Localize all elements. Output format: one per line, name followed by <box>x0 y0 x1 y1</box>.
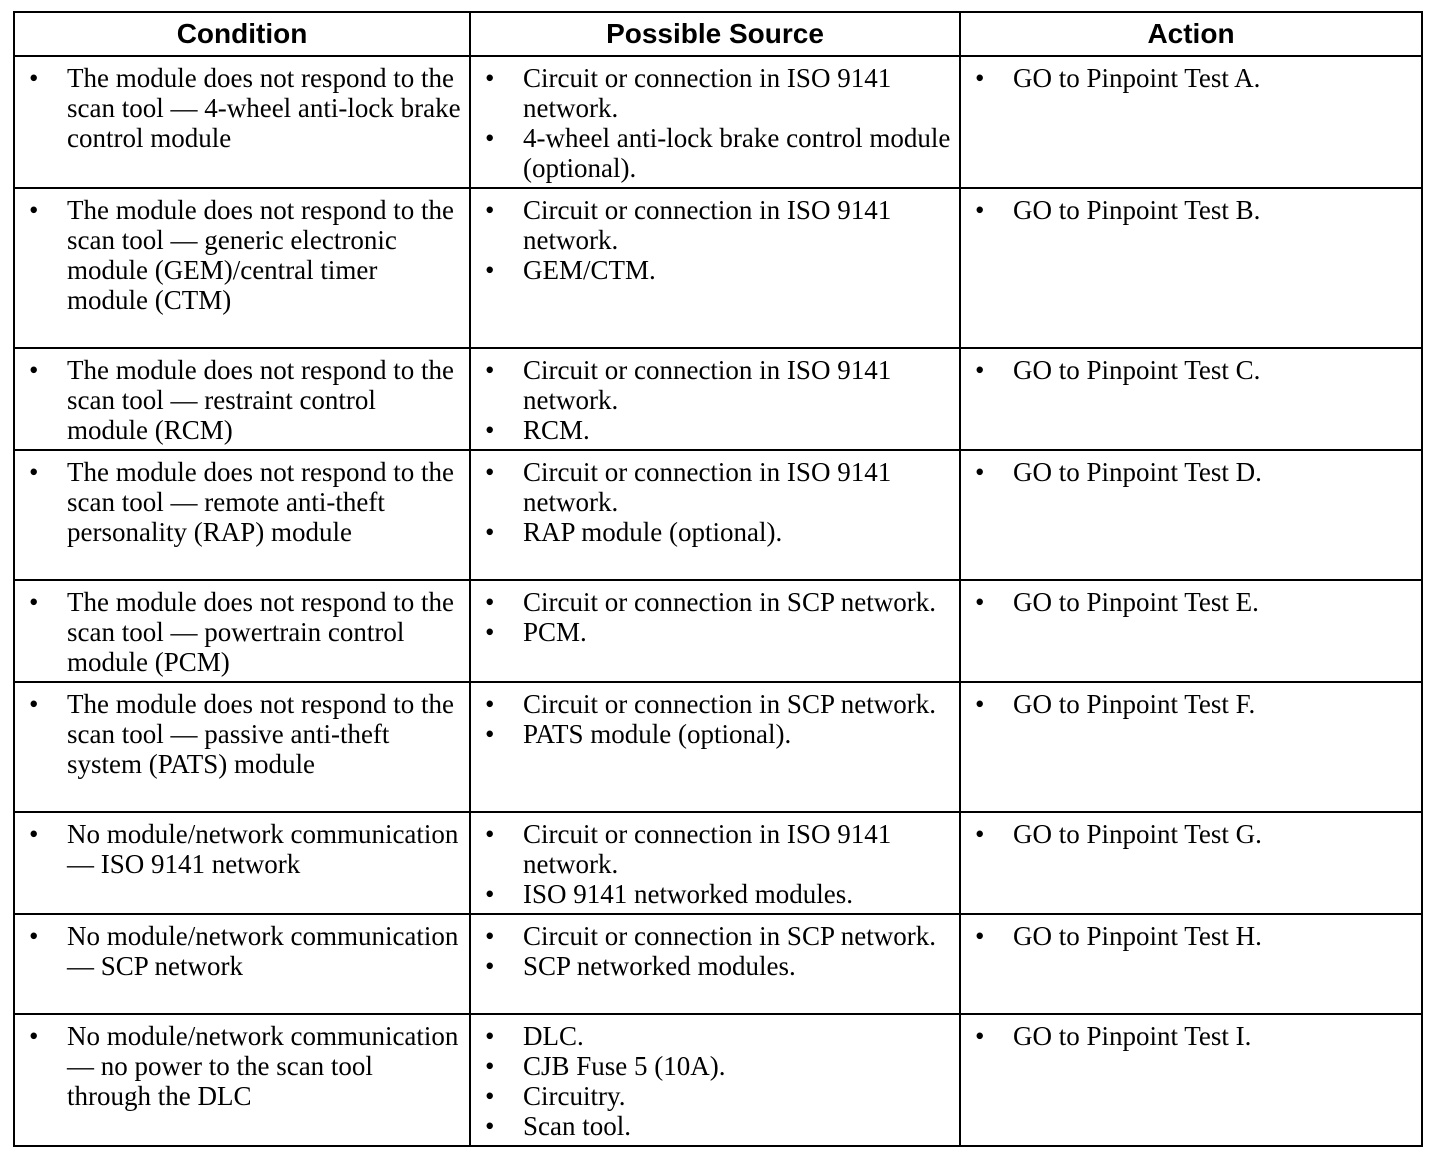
table-row <box>14 1014 1422 1146</box>
action-text: • GO to Pinpoint Test A. <box>969 63 1413 93</box>
source-item: • Circuit or connection in SCP network. <box>479 921 951 951</box>
source-list <box>479 689 951 749</box>
condition-text: • No module/network communication — no power to the scan tool through the DLC <box>23 1021 461 1111</box>
condition-list <box>23 587 461 677</box>
source-item: • GEM/CTM. <box>479 255 951 285</box>
source-item: • Circuit or connection in ISO 9141 network. <box>479 195 951 255</box>
source-list <box>479 1021 951 1141</box>
condition-text: • The module does not respond to the scan tool — restraint control module (RCM) <box>23 355 461 445</box>
source-list <box>479 921 951 981</box>
source-list <box>479 195 951 285</box>
condition-cell <box>14 56 470 188</box>
source-item: • Scan tool. <box>479 1111 951 1141</box>
condition-cell <box>14 580 470 682</box>
source-item: • PCM. <box>479 617 951 647</box>
diagnostic-table <box>13 11 1423 1147</box>
condition-text: • The module does not respond to the scan tool — powertrain control module (PCM) <box>23 587 461 677</box>
source-list <box>479 819 951 909</box>
action-header: Action <box>960 12 1422 56</box>
condition-list <box>23 355 461 445</box>
condition-header: Condition <box>14 12 470 56</box>
condition-list <box>23 819 461 879</box>
source-item: • Circuitry. <box>479 1081 951 1111</box>
source-item: • Circuit or connection in ISO 9141 network. <box>479 63 951 123</box>
possible-source-cell <box>470 682 960 812</box>
action-text: • GO to Pinpoint Test D. <box>969 457 1413 487</box>
source-item: • PATS module (optional). <box>479 719 951 749</box>
action-list <box>969 1021 1413 1051</box>
source-list <box>479 63 951 183</box>
possible-source-header: Possible Source <box>470 12 960 56</box>
table-row <box>14 812 1422 914</box>
source-item: • 4-wheel anti-lock brake control module (optional). <box>479 123 951 183</box>
action-cell <box>960 56 1422 188</box>
source-item: • SCP networked modules. <box>479 951 951 981</box>
action-list <box>969 355 1413 385</box>
condition-list <box>23 1021 461 1111</box>
action-cell <box>960 914 1422 1014</box>
action-cell <box>960 1014 1422 1146</box>
possible-source-cell <box>470 1014 960 1146</box>
source-item: • ISO 9141 networked modules. <box>479 879 951 909</box>
action-text: • GO to Pinpoint Test F. <box>969 689 1413 719</box>
table-row <box>14 348 1422 450</box>
header-row <box>14 12 1422 56</box>
condition-cell <box>14 914 470 1014</box>
condition-cell <box>14 682 470 812</box>
action-text: • GO to Pinpoint Test G. <box>969 819 1413 849</box>
table-row <box>14 450 1422 580</box>
source-list <box>479 457 951 547</box>
source-list <box>479 587 951 647</box>
action-list <box>969 457 1413 487</box>
action-text: • GO to Pinpoint Test B. <box>969 195 1413 225</box>
condition-list <box>23 921 461 981</box>
table-row <box>14 682 1422 812</box>
source-item: • Circuit or connection in SCP network. <box>479 689 951 719</box>
condition-cell <box>14 450 470 580</box>
possible-source-cell <box>470 812 960 914</box>
action-cell <box>960 682 1422 812</box>
action-cell <box>960 812 1422 914</box>
action-text: • GO to Pinpoint Test I. <box>969 1021 1413 1051</box>
source-list <box>479 355 951 445</box>
action-list <box>969 587 1413 617</box>
condition-list <box>23 63 461 153</box>
action-cell <box>960 580 1422 682</box>
condition-text: • No module/network communication — SCP network <box>23 921 461 981</box>
condition-text: • The module does not respond to the scan tool — 4-wheel anti-lock brake control module <box>23 63 461 153</box>
action-cell <box>960 450 1422 580</box>
condition-list <box>23 195 461 315</box>
condition-cell <box>14 1014 470 1146</box>
action-cell <box>960 188 1422 348</box>
condition-cell <box>14 812 470 914</box>
condition-cell <box>14 188 470 348</box>
table-body <box>14 56 1422 1146</box>
possible-source-cell <box>470 56 960 188</box>
condition-text: • The module does not respond to the scan tool — generic electronic module (GEM)/central timer module (CTM) <box>23 195 461 315</box>
table-row <box>14 580 1422 682</box>
source-item: • Circuit or connection in ISO 9141 network. <box>479 819 951 879</box>
possible-source-cell <box>470 450 960 580</box>
action-text: • GO to Pinpoint Test E. <box>969 587 1413 617</box>
possible-source-cell <box>470 188 960 348</box>
condition-text: • The module does not respond to the scan tool — remote anti-theft personality (RAP) module <box>23 457 461 547</box>
action-list <box>969 195 1413 225</box>
source-item: • RCM. <box>479 415 951 445</box>
table-row <box>14 914 1422 1014</box>
action-list <box>969 689 1413 719</box>
condition-text: • The module does not respond to the scan tool — passive anti-theft system (PATS) module <box>23 689 461 779</box>
source-item: • Circuit or connection in ISO 9141 network. <box>479 457 951 517</box>
table-row <box>14 188 1422 348</box>
source-item: • DLC. <box>479 1021 951 1051</box>
condition-list <box>23 689 461 779</box>
possible-source-cell <box>470 348 960 450</box>
action-list <box>969 819 1413 849</box>
action-cell <box>960 348 1422 450</box>
source-item: • RAP module (optional). <box>479 517 951 547</box>
condition-text: • No module/network communication — ISO 9141 network <box>23 819 461 879</box>
action-list <box>969 63 1413 93</box>
source-item: • Circuit or connection in SCP network. <box>479 587 951 617</box>
action-text: • GO to Pinpoint Test H. <box>969 921 1413 951</box>
condition-list <box>23 457 461 547</box>
possible-source-cell <box>470 914 960 1014</box>
source-item: • CJB Fuse 5 (10A). <box>479 1051 951 1081</box>
condition-cell <box>14 348 470 450</box>
source-item: • Circuit or connection in ISO 9141 network. <box>479 355 951 415</box>
action-list <box>969 921 1413 951</box>
action-text: • GO to Pinpoint Test C. <box>969 355 1413 385</box>
table-row <box>14 56 1422 188</box>
possible-source-cell <box>470 580 960 682</box>
